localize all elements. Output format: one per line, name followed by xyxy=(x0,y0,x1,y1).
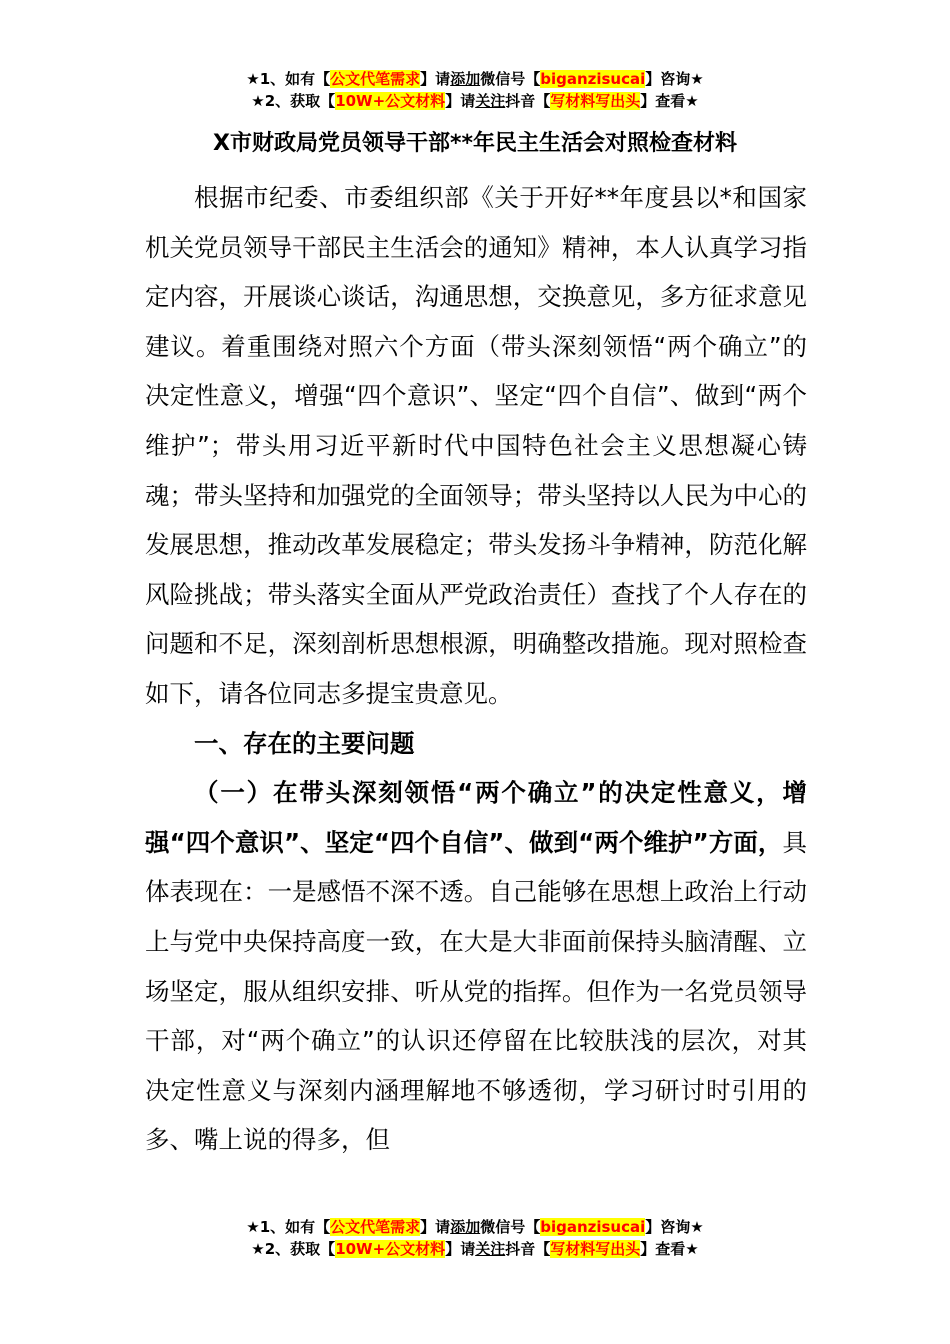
intro-paragraph: 根据市纪委、市委组织部《关于开好**年度县以*和国家机关党员领导干部民主生活会的通知》精神，本人认真学习指定内容，开展谈心谈话，沟通思想，交换意见，多方征求意见建议。着重围绕对照六个方面（带头深刻领悟“两个确立”的决定性意义，增强“四个意识”、坚定“四个自信”、做到“两个维护”；带头用习近平新时代中国特色社会主义思想凝心铸魂；带头坚持和加强党的全面领导；带头坚持以人民为中心的发展思想，推动改革发展稳定；带头发扬斗争精神，防范化解风险挑战；带头落实全面从严党政治责任）查找了个人存在的问题和不足，深刻剖析思想根源，明确整改措施。现对照检查如下，请各位同志多提宝贵意见。 xyxy=(145,183,807,708)
document-body xyxy=(145,173,807,1165)
subsection-body: 具体表现在：一是感悟不深不透。自己能够在思想上政治上行动上与党中央保持高度一致，在大是大非面前保持头脑清醒、立场坚定，服从组织安排、听从党的指挥。但作为一名党员领导干部，对“两个确立”的认识还停留在比较肤浅的层次，对其决定性意义与深刻内涵理解地不够透彻，学习研讨时引用的多、嘴上说的得多，但 xyxy=(145,827,807,1155)
promo-line-2: ★2、获取【10W+公文材料】请关注抖音【写材料写出头】查看★ xyxy=(251,92,699,110)
promo-douyin-account: 写材料写出头 xyxy=(550,92,641,110)
promo-highlight: 10W+公文材料 xyxy=(335,1240,446,1258)
footer-promo-banner xyxy=(0,1216,950,1260)
document-title: X市财政局党员领导干部**年民主生活会对照检查材料 xyxy=(213,131,737,156)
promo-wechat-id: biganzisucai xyxy=(540,1218,646,1236)
promo-highlight: 公文代笔需求 xyxy=(330,70,421,88)
promo-wechat-id: biganzisucai xyxy=(540,70,646,88)
subsection-heading: （一）在带头深刻领悟“两个确立”的决定性意义，增强“四个意识”、坚定“四个自信”、做到“两个维护”方面， xyxy=(145,778,807,857)
promo-line-2: ★2、获取【10W+公文材料】请关注抖音【写材料写出头】查看★ xyxy=(251,1240,699,1258)
promo-line-1: ★1、如有【公文代笔需求】请添加微信号【biganzisucai】咨询★ xyxy=(246,1218,704,1236)
header-promo-banner xyxy=(0,68,950,112)
subsection-paragraph xyxy=(145,768,807,1165)
section-heading: 一、存在的主要问题 xyxy=(194,728,415,758)
promo-highlight: 10W+公文材料 xyxy=(335,92,446,110)
promo-douyin-account: 写材料写出头 xyxy=(550,1240,641,1258)
promo-highlight: 公文代笔需求 xyxy=(330,1218,421,1236)
promo-line-1: ★1、如有【公文代笔需求】请添加微信号【biganzisucai】咨询★ xyxy=(246,70,704,88)
